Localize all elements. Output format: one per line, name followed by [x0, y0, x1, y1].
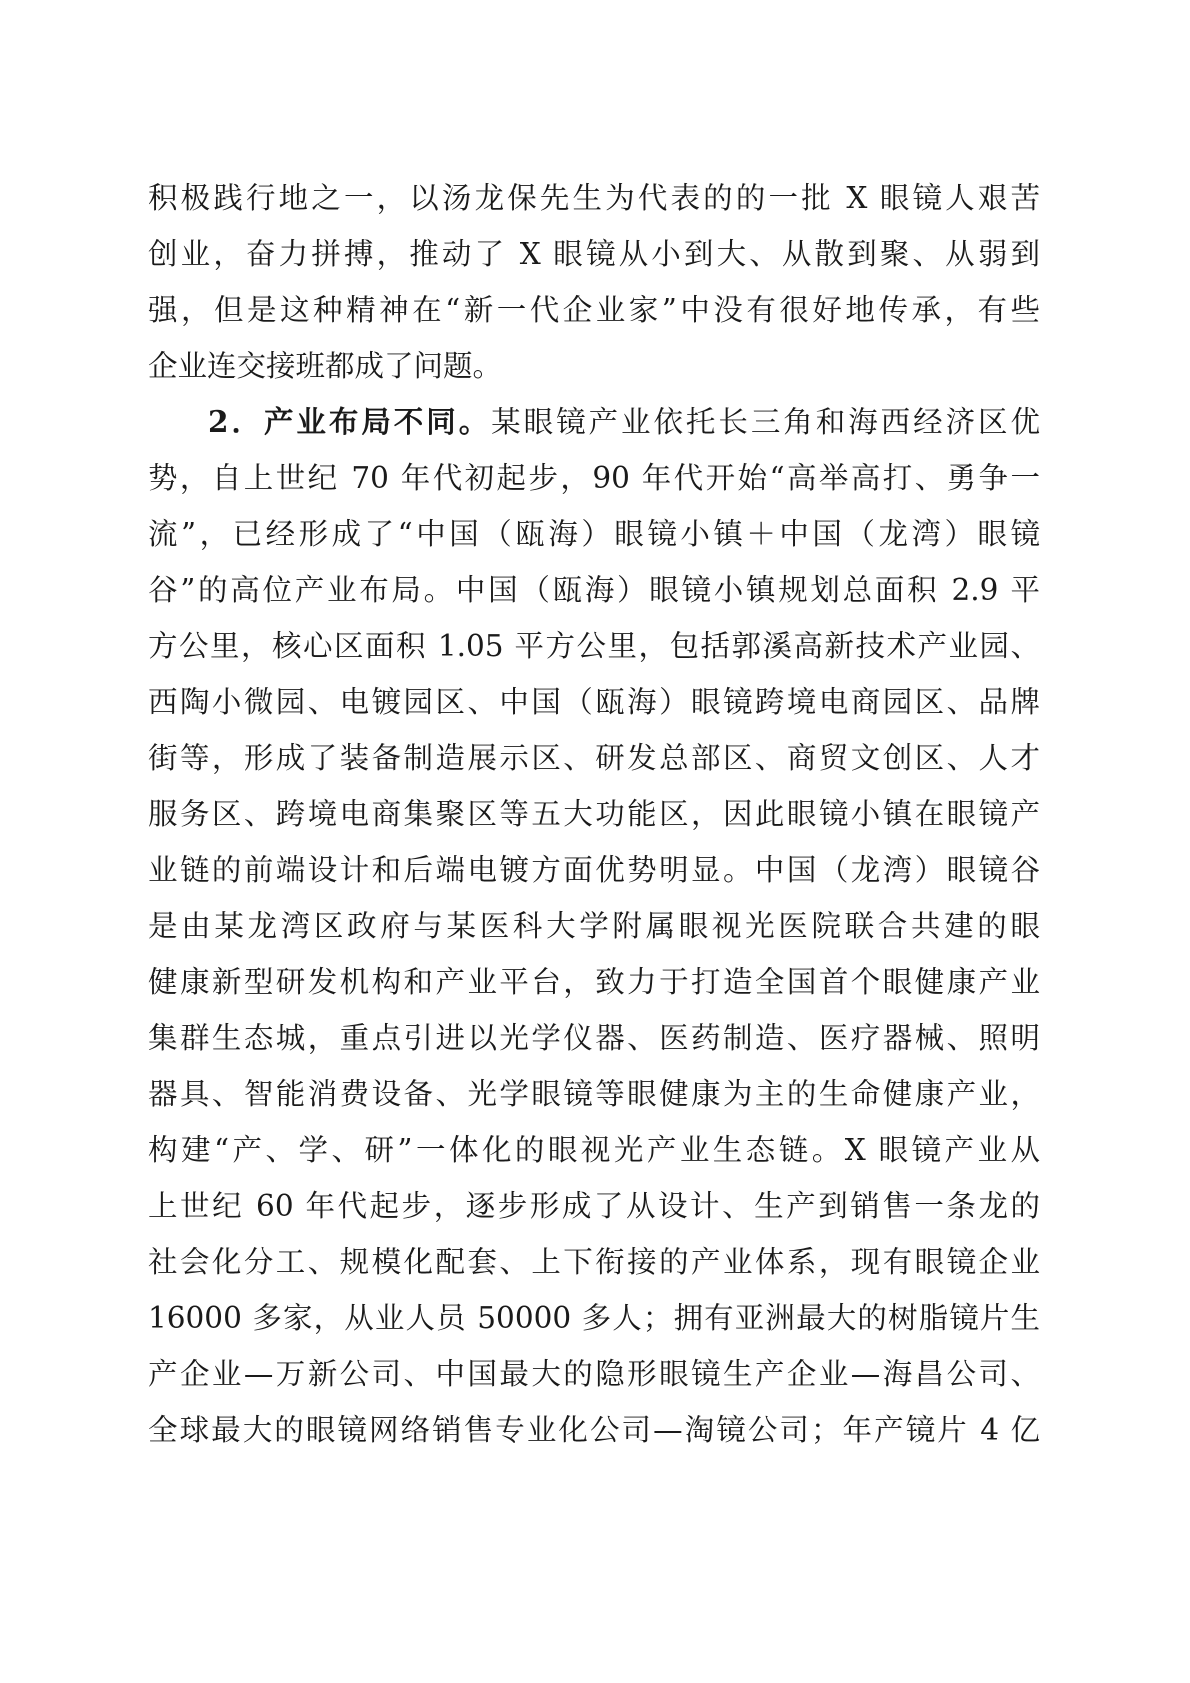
text-line: 集群生态城，重点引进以光学仪器、医药制造、医疗器械、照明	[148, 1021, 1040, 1055]
text-line: 积极践行地之一，以汤龙保先生为代表的的一批 X 眼镜人艰苦	[148, 181, 1040, 215]
text-line: 社会化分工、规模化配套、上下衔接的产业体系，现有眼镜企业	[148, 1245, 1040, 1279]
text-line: 产企业—万新公司、中国最大的隐形眼镜生产企业—海昌公司、	[148, 1357, 1040, 1391]
text-line: 西陶小微园、电镀园区、中国（瓯海）眼镜跨境电商园区、品牌	[148, 685, 1040, 719]
text-line: 16000 多家，从业人员 50000 多人；拥有亚洲最大的树脂镜片生	[148, 1301, 1040, 1335]
text-line: 全球最大的眼镜网络销售专业化公司—淘镜公司；年产镜片 4 亿	[148, 1413, 1040, 1447]
text-line: 业链的前端设计和后端电镀方面优势明显。中国（龙湾）眼镜谷	[148, 853, 1040, 887]
document-body	[148, 170, 1040, 1458]
text-line: 街等，形成了装备制造展示区、研发总部区、商贸文创区、人才	[148, 741, 1040, 775]
text-line: 器具、智能消费设备、光学眼镜等眼健康为主的生命健康产业，	[148, 1077, 1040, 1111]
text-line: 势，自上世纪 70 年代初起步，90 年代开始“高举高打、勇争一	[148, 461, 1040, 495]
text-line: 流”，已经形成了“中国（瓯海）眼镜小镇＋中国（龙湾）眼镜	[148, 517, 1040, 551]
text-line: 服务区、跨境电商集聚区等五大功能区，因此眼镜小镇在眼镜产	[148, 797, 1040, 831]
text-line: 强，但是这种精神在“新一代企业家”中没有很好地传承，有些	[148, 293, 1040, 327]
text-line: 是由某龙湾区政府与某医科大学附属眼视光医院联合共建的眼	[148, 909, 1040, 943]
text-run: 某眼镜产业依托长三角和海西经济区优	[491, 405, 1040, 439]
text-line: 上世纪 60 年代起步，逐步形成了从设计、生产到销售一条龙的	[148, 1189, 1040, 1223]
text-line: 构建“产、学、研”一体化的眼视光产业生态链。X 眼镜产业从	[148, 1133, 1040, 1167]
text-line: 方公里，核心区面积 1.05 平方公里，包括郭溪高新技术产业园、	[148, 629, 1040, 663]
paragraph-first-line	[148, 394, 1040, 450]
section-heading: 2．产业布局不同。	[208, 404, 492, 439]
text-line: 健康新型研发机构和产业平台，致力于打造全国首个眼健康产业	[148, 965, 1040, 999]
paragraph-2	[148, 394, 1040, 1458]
text-line: 谷”的高位产业布局。中国（瓯海）眼镜小镇规划总面积 2.9 平	[148, 573, 1040, 607]
paragraph-1	[148, 170, 1040, 394]
text-line: 创业，奋力拼搏，推动了 X 眼镜从小到大、从散到聚、从弱到	[148, 237, 1040, 271]
text-line: 企业连交接班都成了问题。	[148, 349, 503, 383]
